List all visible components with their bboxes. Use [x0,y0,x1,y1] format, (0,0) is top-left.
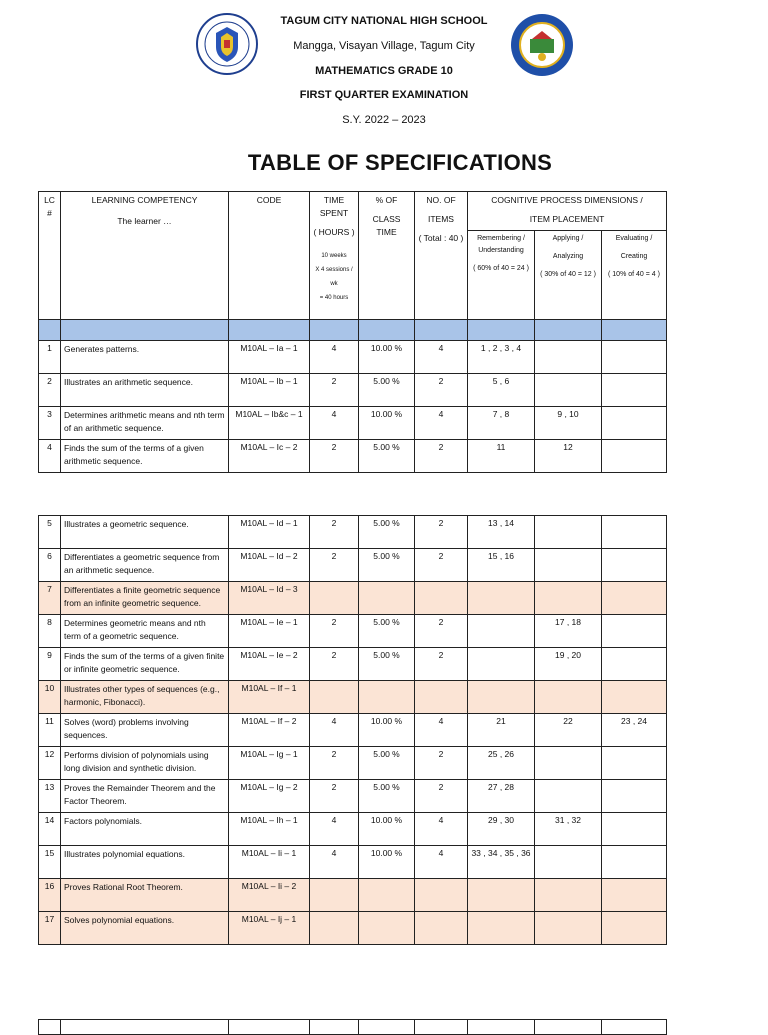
time-spent-cell [310,582,359,615]
remembering-cell: 13 , 14 [468,516,535,549]
time-spent-cell [310,879,359,912]
time-spent-cell: 2 [310,648,359,681]
applying-cell [535,341,602,374]
items-header: NO. OF ITEMS ( Total : 40 ) [415,192,468,320]
page-title: TABLE OF SPECIFICATIONS [247,150,553,175]
applying-cell [535,681,602,714]
competency-text: Solves polynomial equations. [61,912,229,945]
evaluating-cell [602,582,667,615]
table-row [39,648,667,681]
lc-number: 10 [39,681,61,714]
applying-cell [535,846,602,879]
percent-cell: 5.00 % [359,615,415,648]
percent-cell: 10.00 % [359,407,415,440]
remembering-cell [468,879,535,912]
items-cell: 2 [415,747,468,780]
cognitive-dimensions-header: COGNITIVE PROCESS DIMENSIONS / ITEM PLACEMENT [468,192,667,231]
remembering-cell: 5 , 6 [468,374,535,407]
code-cell: M10AL – Ii – 1 [229,846,310,879]
percent-cell: 5.00 % [359,747,415,780]
competency-text: Generates patterns. [61,341,229,374]
time-spent-cell: 2 [310,747,359,780]
table-row [39,516,667,549]
remembering-cell [468,615,535,648]
competency-text: Determines arithmetic means and nth term of an arithmetic sequence. [61,407,229,440]
items-cell [415,879,468,912]
code-cell: M10AL – Ic – 2 [229,440,310,473]
applying-cell [535,549,602,582]
remembering-cell: 29 , 30 [468,813,535,846]
lc-number: 15 [39,846,61,879]
time-spent-cell: 2 [310,516,359,549]
evaluating-cell [602,341,667,374]
remembering-cell: 33 , 34 , 35 , 36 [468,846,535,879]
percent-cell: 10.00 % [359,813,415,846]
percent-cell: 5.00 % [359,648,415,681]
remembering-cell: 1 , 2 , 3 , 4 [468,341,535,374]
code-cell: M10AL – Id – 2 [229,549,310,582]
school-name: TAGUM CITY NATIONAL HIGH SCHOOL [280,15,488,27]
competency-text: Illustrates polynomial equations. [61,846,229,879]
specifications-table-continued [38,515,667,945]
remembering-cell: 15 , 16 [468,549,535,582]
applying-cell [535,912,602,945]
competency-text: Finds the sum of the terms of a given arithmetic sequence. [61,440,229,473]
items-cell [415,681,468,714]
competency-text: Illustrates other types of sequences (e.g., harmonic, Fibonacci). [61,681,229,714]
competency-text: Finds the sum of the terms of a given finite or infinite geometric sequence. [61,648,229,681]
code-cell: M10AL – Id – 1 [229,516,310,549]
competency-text: Illustrates a geometric sequence. [61,516,229,549]
percent-class-time-header: % OF CLASS TIME [359,192,415,320]
items-cell: 2 [415,615,468,648]
percent-cell: 10.00 % [359,846,415,879]
applying-cell: 22 [535,714,602,747]
competency-text: Performs division of polynomials using long division and synthetic division. [61,747,229,780]
competency-text: Solves (word) problems involving sequences. [61,714,229,747]
time-spent-cell: 2 [310,549,359,582]
lc-number: 11 [39,714,61,747]
remembering-cell: 25 , 26 [468,747,535,780]
evaluating-header: Evaluating / Creating ( 10% of 40 = 4 ) [602,231,667,320]
percent-cell [359,879,415,912]
code-cell: M10AL – Ib – 1 [229,374,310,407]
competency-text: Illustrates an arithmetic sequence. [61,374,229,407]
applying-cell [535,879,602,912]
cut-off-row [39,1020,667,1035]
evaluating-cell [602,747,667,780]
items-cell: 4 [415,407,468,440]
evaluating-cell [602,549,667,582]
evaluating-cell [602,440,667,473]
table-row [39,912,667,945]
lc-number: 3 [39,407,61,440]
code-cell: M10AL – Ih – 1 [229,813,310,846]
evaluating-cell [602,813,667,846]
items-cell: 4 [415,813,468,846]
applying-cell: 12 [535,440,602,473]
code-cell: M10AL – Ia – 1 [229,341,310,374]
subject-line: MATHEMATICS GRADE 10 [315,65,453,77]
percent-cell: 5.00 % [359,516,415,549]
time-spent-cell [310,912,359,945]
remembering-cell: 27 , 28 [468,780,535,813]
time-spent-cell: 2 [310,615,359,648]
items-cell [415,912,468,945]
competency-text: Factors polynomials. [61,813,229,846]
table-body-page1 [39,341,667,473]
remembering-header: Remembering / Understanding ( 60% of 40 = 24 ) [468,231,535,320]
percent-cell: 10.00 % [359,341,415,374]
competency-text: Proves Rational Root Theorem. [61,879,229,912]
school-address: Mangga, Visayan Village, Tagum City [293,40,475,52]
competency-text: Differentiates a finite geometric sequence from an infinite geometric sequence. [61,582,229,615]
lc-number: 8 [39,615,61,648]
table-body-page2 [39,516,667,945]
remembering-cell [468,681,535,714]
lc-number: 14 [39,813,61,846]
competency-text: Determines geometric means and nth term of a geometric sequence. [61,615,229,648]
evaluating-cell: 23 , 24 [602,714,667,747]
lc-number: 1 [39,341,61,374]
lc-number: 9 [39,648,61,681]
competency-header: LEARNING COMPETENCY The learner … [61,192,229,320]
items-cell: 2 [415,780,468,813]
code-cell: M10AL – Ie – 2 [229,648,310,681]
remembering-cell [468,912,535,945]
time-spent-cell: 2 [310,440,359,473]
table-row [39,549,667,582]
applying-header: Applying / Analyzing ( 30% of 40 = 12 ) [535,231,602,320]
percent-cell: 10.00 % [359,714,415,747]
items-cell: 4 [415,846,468,879]
applying-cell [535,780,602,813]
code-cell: M10AL – Ib&c – 1 [229,407,310,440]
lc-number: 5 [39,516,61,549]
evaluating-cell [602,912,667,945]
percent-cell: 5.00 % [359,374,415,407]
time-spent-cell: 4 [310,407,359,440]
items-cell: 2 [415,440,468,473]
table-row [39,780,667,813]
evaluating-cell [602,407,667,440]
table-row [39,407,667,440]
specifications-table-next-page [38,1019,667,1035]
items-cell: 2 [415,549,468,582]
code-cell: M10AL – Ig – 2 [229,780,310,813]
table-header-row [39,192,667,231]
evaluating-cell [602,681,667,714]
remembering-cell: 7 , 8 [468,407,535,440]
table-row [39,714,667,747]
lc-number: 13 [39,780,61,813]
percent-cell: 5.00 % [359,549,415,582]
time-spent-cell: 4 [310,813,359,846]
table-row [39,582,667,615]
applying-cell [535,516,602,549]
evaluating-cell [602,879,667,912]
blue-separator-row [39,320,667,341]
table-row [39,681,667,714]
specifications-table [38,191,667,473]
table-row [39,440,667,473]
lc-number: 6 [39,549,61,582]
document-header [0,0,768,140]
lc-number: 16 [39,879,61,912]
code-cell: M10AL – Ig – 1 [229,747,310,780]
school-year: S.Y. 2022 – 2023 [342,114,426,126]
evaluating-cell [602,648,667,681]
time-spent-cell: 2 [310,780,359,813]
time-spent-cell: 4 [310,846,359,879]
applying-cell: 31 , 32 [535,813,602,846]
remembering-cell: 21 [468,714,535,747]
lc-number: 2 [39,374,61,407]
percent-cell: 5.00 % [359,440,415,473]
evaluating-cell [602,374,667,407]
lc-number: 7 [39,582,61,615]
time-spent-cell: 4 [310,714,359,747]
time-spent-cell: 4 [310,341,359,374]
percent-cell: 5.00 % [359,780,415,813]
percent-cell [359,582,415,615]
competency-text: Proves the Remainder Theorem and the Factor Theorem. [61,780,229,813]
evaluating-cell [602,615,667,648]
applying-cell [535,582,602,615]
time-spent-cell: 2 [310,374,359,407]
table-row [39,813,667,846]
evaluating-cell [602,780,667,813]
percent-cell [359,912,415,945]
lc-header: LC # [39,192,61,320]
table-row [39,615,667,648]
lc-number: 12 [39,747,61,780]
applying-cell: 9 , 10 [535,407,602,440]
time-spent-cell [310,681,359,714]
remembering-cell: 11 [468,440,535,473]
items-cell: 2 [415,648,468,681]
table-row [39,747,667,780]
percent-cell [359,681,415,714]
table-row [39,879,667,912]
time-spent-header: TIME SPENT ( HOURS ) 10 weeks X 4 sessions / wk = 40 hours [310,192,359,320]
lc-number: 17 [39,912,61,945]
exam-line: FIRST QUARTER EXAMINATION [299,89,469,101]
applying-cell [535,374,602,407]
items-cell: 4 [415,714,468,747]
table-row [39,846,667,879]
code-cell: M10AL – Id – 3 [229,582,310,615]
items-cell: 4 [415,341,468,374]
code-cell: M10AL – Ij – 1 [229,912,310,945]
code-cell: M10AL – If – 1 [229,681,310,714]
code-header: CODE [229,192,310,320]
competency-text: Differentiates a geometric sequence from an arithmetic sequence. [61,549,229,582]
code-cell: M10AL – If – 2 [229,714,310,747]
code-cell: M10AL – Ii – 2 [229,879,310,912]
remembering-cell [468,648,535,681]
lc-number: 4 [39,440,61,473]
table-row [39,341,667,374]
applying-cell [535,747,602,780]
evaluating-cell [602,846,667,879]
items-cell: 2 [415,374,468,407]
evaluating-cell [602,516,667,549]
applying-cell: 17 , 18 [535,615,602,648]
table-row [39,374,667,407]
remembering-cell [468,582,535,615]
applying-cell: 19 , 20 [535,648,602,681]
items-cell: 2 [415,516,468,549]
code-cell: M10AL – Ie – 1 [229,615,310,648]
items-cell [415,582,468,615]
